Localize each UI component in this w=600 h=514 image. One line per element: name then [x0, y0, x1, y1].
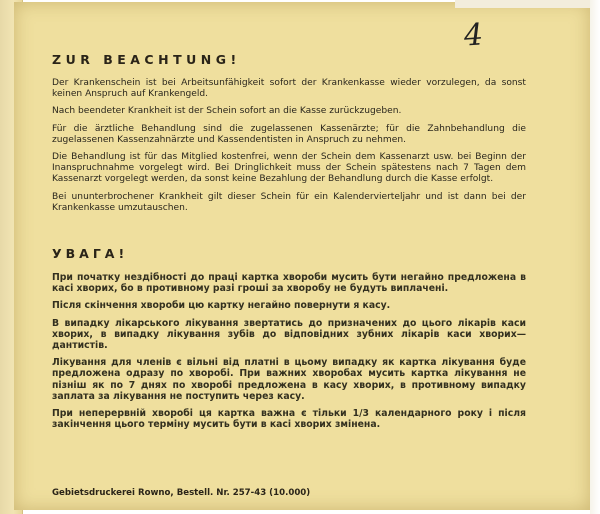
german-heading: ZUR BEACHTUNG! [52, 52, 241, 67]
ukrainian-paragraph: Лікування для членів є вільні від платні в цьому випадку як картка лікування буде предложена одразу по хворобі. При важних хворобах мусить картка лікування не пізніш як по 7 днях по хворобі предложена в касу хворих, в противному випадку заплата за лікування не поступить через касу. [52, 357, 526, 402]
ukrainian-paragraph: Після скінчення хвороби цю картку негайно повернути я касу. [52, 300, 391, 312]
german-paragraph: Für die ärztliche Behandlung sind die zugelassenen Kassenärzte; für die Zahnbehandlung die zugelassenen Kassenzahnärzte und Kassendentisten in Anspruch zu nehmen. [52, 123, 526, 145]
paper-fold [455, 0, 590, 8]
german-paragraph: Die Behandlung ist für das Mitglied kostenfrei, wenn der Schein dem Kassenarzt usw. bei Beginn der Inanspruchnahme vorgelegt wird. Bei Dringlichkeit muss der Schein spätestens nach 7 Tagen dem Kassenarzt vorgelegt werden, da sonst keine Bezahlung der Behandlung durch die Kasse erfolgt. [52, 152, 526, 185]
ukrainian-paragraph: В випадку лікарського лікування звертатись до призначених до цього лікарів каси хворих, в випадку лікування зубів до відповідних зубних лікарів каси хворих—дантистів. [52, 317, 526, 352]
ukrainian-paragraph: При неперервній хворобі ця картка важна є тільки 1/3 календарного року і після закінчення цього терміну мусить бути в касі хворих змінена. [52, 408, 526, 431]
german-section [52, 52, 526, 220]
paper-right-margin [590, 0, 600, 514]
ukrainian-section [52, 246, 526, 436]
ukrainian-paragraph: При початку нездібності до праці картка хвороби мусить бути негайно предложена в касі хворих, бо в противному разі гроші за хворобу не будуть виплачені. [52, 272, 526, 295]
german-paragraph: Bei ununterbrochener Krankheit gilt dieser Schein für ein Kalendervierteljahr und ist dann bei der Krankenkasse umzutauschen. [52, 191, 526, 213]
printer-imprint: Gebietsdruckerei Rowno, Bestell. Nr. 257-43 (10.000) [52, 488, 311, 498]
german-paragraph: Der Krankenschein ist bei Arbeitsunfähigkeit sofort der Krankenkasse wieder vorzulegen, da sonst keinen Anspruch auf Krankengeld. [52, 78, 526, 100]
handwritten-page-number: 4 [462, 17, 485, 54]
ukrainian-heading: УВАГА! [52, 246, 129, 261]
german-paragraph: Nach beendeter Krankheit ist der Schein sofort an die Kasse zurückzugeben. [52, 106, 402, 117]
